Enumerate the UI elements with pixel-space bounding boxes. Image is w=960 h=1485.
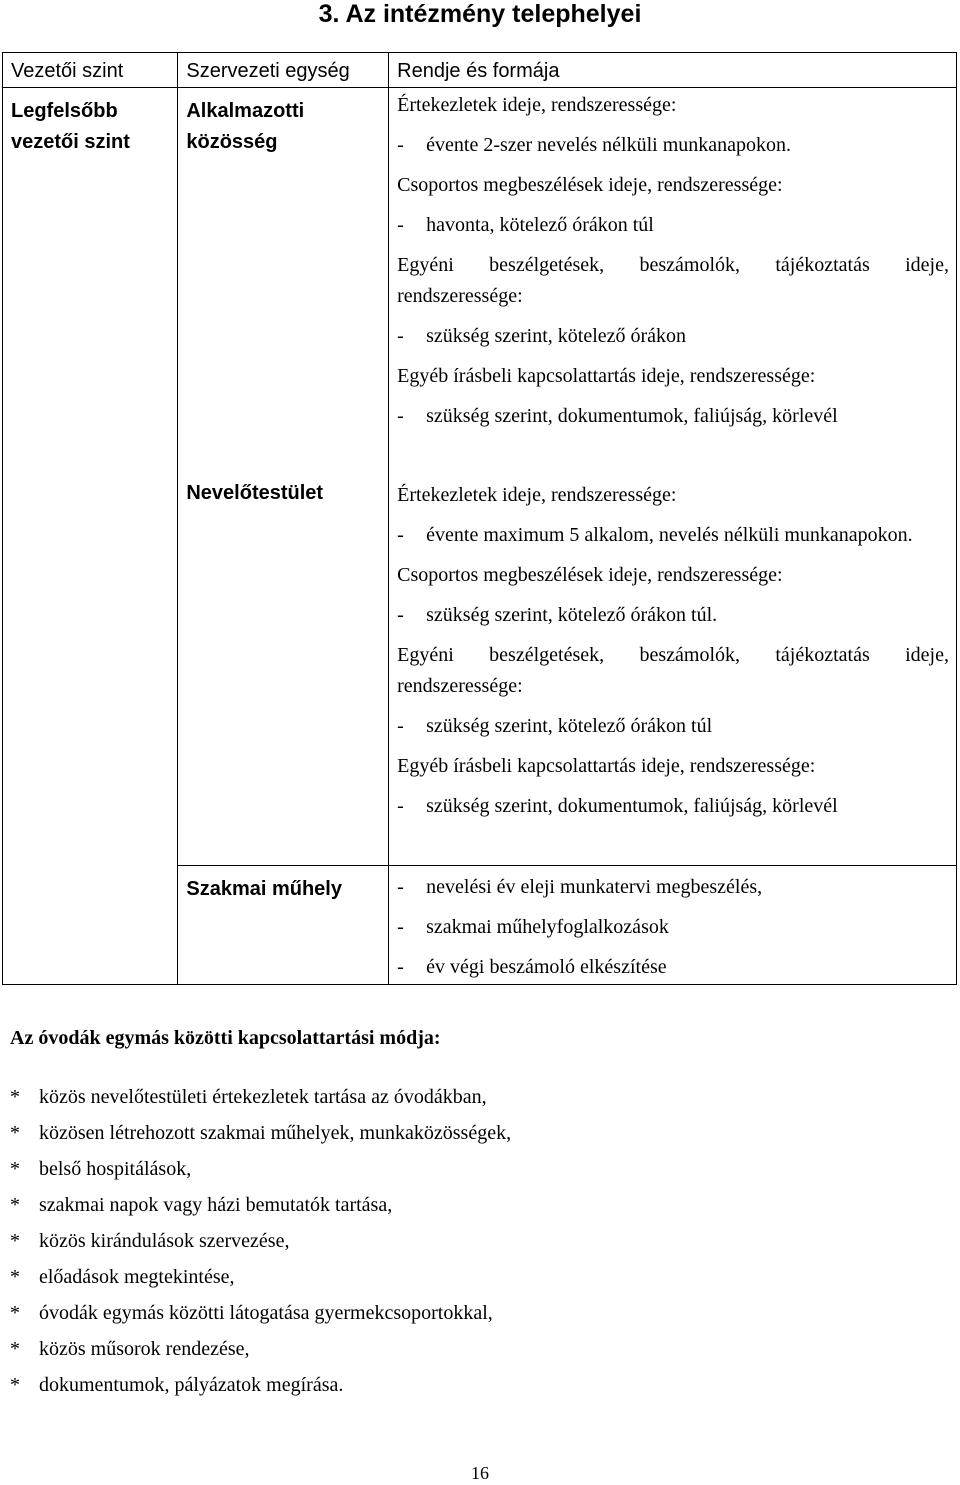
unit-forms-alkalmazotti	[389, 88, 956, 470]
list-item	[10, 1370, 511, 1406]
dash-item	[397, 401, 949, 441]
list-item-text: közös műsorok rendezése,	[39, 1338, 250, 1360]
level-line: vezetői szint	[11, 131, 130, 153]
list-item	[10, 1226, 511, 1262]
dash-item-text: szükség szerint, kötelező órákon	[426, 325, 687, 347]
bullet-star: *	[10, 1302, 20, 1324]
dash-item-text: szakmai műhelyfoglalkozások	[426, 916, 669, 938]
unit-name-alkalmazotti	[178, 88, 388, 470]
list-item-text: belső hospitálások,	[39, 1158, 192, 1180]
dash-item	[397, 321, 949, 361]
paragraph: Egyéni beszélgetések, beszámolók, tájékoztatás ideje, rendszeressége:	[397, 254, 949, 307]
bullet-star: *	[10, 1122, 20, 1144]
list-item-text: közös kirándulások szervezése,	[39, 1230, 290, 1252]
line-item: Csoportos megbeszélések ideje, rendszeressége:	[397, 564, 783, 586]
unit-name-line: Alkalmazotti	[186, 100, 305, 122]
list-item-text: szakmai napok vagy házi bemutatók tartása,	[39, 1194, 393, 1216]
list-item	[10, 1082, 511, 1118]
dash-item-text: évente maximum 5 alkalom, nevelés nélküli munkanapokon.	[426, 524, 913, 546]
contact-section-heading: Az óvodák egymás közötti kapcsolattartási módja:	[10, 1027, 441, 1049]
bullet-star: *	[10, 1158, 20, 1180]
dash-marker: -	[397, 524, 404, 546]
list-item	[10, 1334, 511, 1370]
dash-item	[397, 791, 949, 831]
dash-item	[397, 130, 949, 170]
bullet-star: *	[10, 1338, 20, 1360]
list-item	[10, 1190, 511, 1226]
dash-marker: -	[397, 916, 404, 938]
page-number: 16	[471, 1463, 489, 1483]
list-item	[10, 1298, 511, 1334]
bullet-star: *	[10, 1266, 20, 1288]
dash-item-text: évente 2-szer nevelés nélküli munkanapokon.	[426, 134, 792, 156]
organization-table	[2, 52, 957, 985]
level-line: Legfelsőbb	[11, 100, 118, 122]
dash-item-text: szükség szerint, dokumentumok, faliújság, körlevél	[426, 405, 838, 427]
dash-item-text: nevelési év eleji munkatervi megbeszélés,	[426, 876, 763, 898]
dash-marker: -	[397, 956, 404, 978]
list-item	[10, 1262, 511, 1298]
dash-marker: -	[397, 325, 404, 347]
list-item-text: előadások megtekintése,	[39, 1266, 235, 1288]
dash-item	[397, 600, 949, 640]
bullet-star: *	[10, 1374, 20, 1396]
unit-name-line: Nevelőtestület	[186, 482, 324, 504]
unit-names-cell	[178, 88, 389, 985]
dash-marker: -	[397, 715, 404, 737]
line-item: Értekezletek ideje, rendszeressége:	[397, 94, 677, 116]
dash-marker: -	[397, 405, 404, 427]
line-item: Egyéb írásbeli kapcsolattartás ideje, rendszeressége:	[397, 755, 816, 777]
unit-name-szakmai-muhely	[178, 865, 388, 984]
list-item-text: közös nevelőtestületi értekezletek tartása az óvodákban,	[39, 1086, 487, 1108]
level-cell	[3, 88, 178, 985]
unit-name-line: Szakmai műhely	[186, 878, 342, 900]
dash-marker: -	[397, 795, 404, 817]
table-body-row	[3, 88, 957, 985]
dash-item-text: szükség szerint, dokumentumok, faliújság, körlevél	[426, 795, 838, 817]
dash-item	[397, 210, 949, 250]
dash-item	[397, 520, 949, 560]
list-item	[10, 1118, 511, 1154]
dash-item	[397, 952, 949, 992]
forms-cell	[389, 88, 957, 985]
line-item: Csoportos megbeszélések ideje, rendszeressége:	[397, 174, 783, 196]
unit-name-nevelotestulet	[178, 470, 388, 865]
header-level: Vezetői szint	[3, 53, 178, 88]
unit-forms-szakmai-muhely	[389, 865, 956, 984]
list-item-text: óvodák egymás közötti látogatása gyermekcsoportokkal,	[39, 1302, 493, 1324]
dash-marker: -	[397, 214, 404, 236]
header-form: Rendje és formája	[389, 53, 957, 88]
contact-methods-list	[10, 1082, 511, 1406]
list-item-text: közösen létrehozott szakmai műhelyek, munkaközösségek,	[39, 1122, 512, 1144]
line-item: Értekezletek ideje, rendszeressége:	[397, 484, 677, 506]
dash-item	[397, 711, 949, 751]
list-item	[10, 1154, 511, 1190]
dash-marker: -	[397, 134, 404, 156]
bullet-star: *	[10, 1194, 20, 1216]
dash-item	[397, 912, 949, 952]
list-item-text: dokumentumok, pályázatok megírása.	[39, 1374, 344, 1396]
dash-item-text: havonta, kötelező órákon túl	[426, 214, 654, 236]
header-unit: Szervezeti egység	[178, 53, 389, 88]
dash-marker: -	[397, 876, 404, 898]
dash-item	[397, 872, 949, 912]
table-header-row	[3, 53, 957, 88]
bullet-star: *	[10, 1086, 20, 1108]
dash-item-text: szükség szerint, kötelező órákon túl	[426, 715, 713, 737]
dash-item-text: szükség szerint, kötelező órákon túl.	[426, 604, 718, 626]
dash-item-text: év végi beszámoló elkészítése	[426, 956, 667, 978]
unit-name-line: közösség	[186, 131, 278, 153]
dash-marker: -	[397, 604, 404, 626]
line-item: Egyéb írásbeli kapcsolattartás ideje, rendszeressége:	[397, 365, 816, 387]
paragraph: Egyéni beszélgetések, beszámolók, tájékoztatás ideje, rendszeressége:	[397, 644, 949, 697]
page-title: 3. Az intézmény telephelyei	[318, 0, 642, 28]
bullet-star: *	[10, 1230, 20, 1252]
unit-forms-nevelotestulet	[389, 470, 956, 865]
